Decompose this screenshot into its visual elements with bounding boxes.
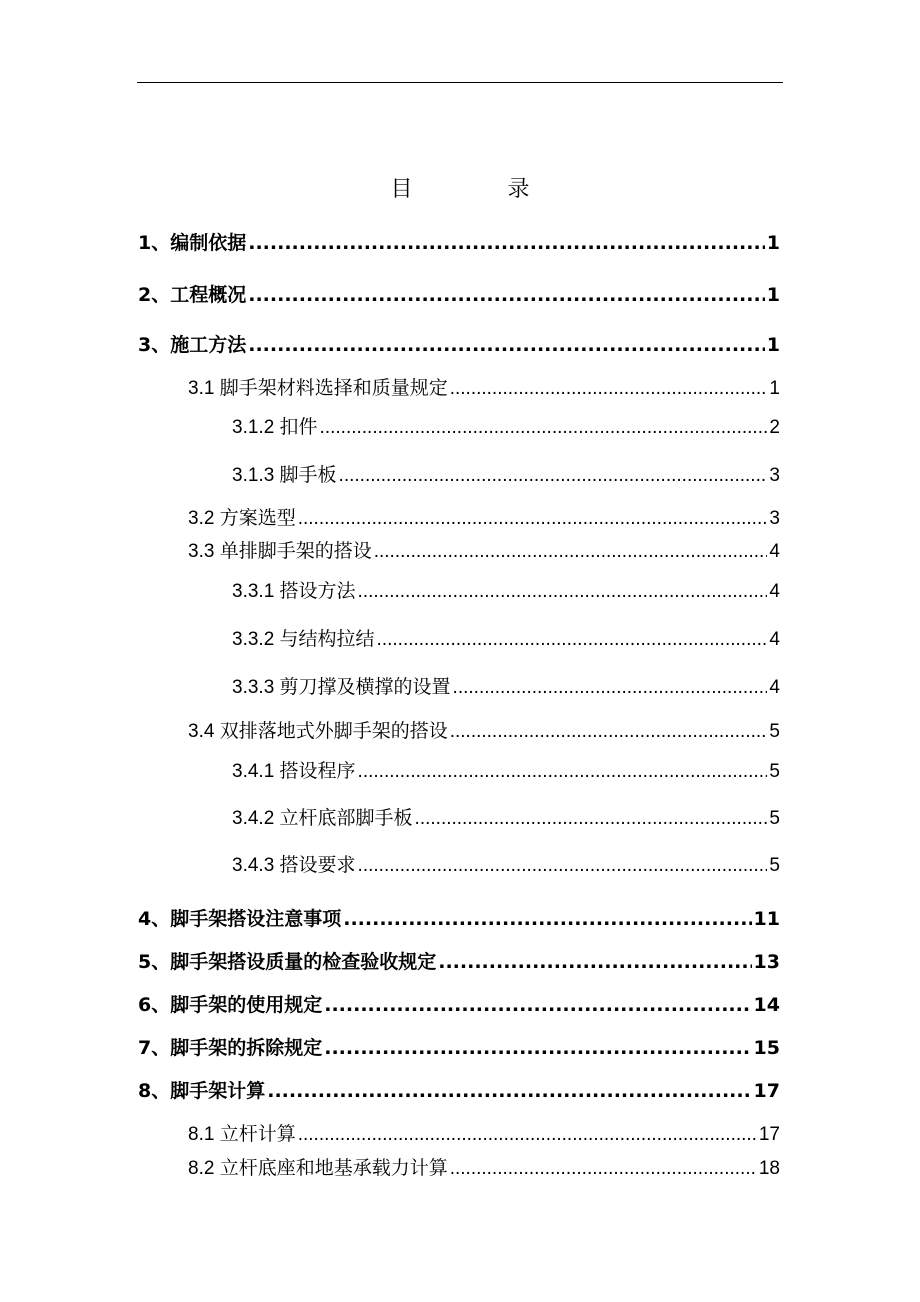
toc-entry[interactable] [232, 756, 780, 783]
dot-leader [248, 334, 765, 356]
dot-leader [358, 761, 768, 783]
dot-leader [298, 1124, 757, 1146]
toc-entry-label: 3.4.2 立杆底部脚手板 [232, 808, 413, 829]
dot-leader [358, 855, 768, 877]
dot-leader [377, 629, 768, 651]
toc-entry-label: 6、脚手架的使用规定 [138, 994, 323, 1016]
dot-leader [324, 1037, 751, 1059]
toc-entry[interactable] [188, 503, 780, 530]
toc-entry-label: 8、脚手架计算 [138, 1080, 266, 1102]
toc-entry[interactable] [232, 803, 780, 830]
toc-entry-label: 3.3.2 与结构拉结 [232, 629, 375, 650]
toc-title: 目 录 [390, 177, 574, 202]
toc-entry-label: 1、编制依据 [138, 232, 247, 254]
dot-leader [339, 465, 768, 487]
toc-entry-label: 5、脚手架搭设质量的检查验收规定 [138, 951, 437, 973]
toc-entry-page: 1 [769, 378, 780, 399]
toc-entry-label: 3.1.2 扣件 [232, 417, 318, 438]
dot-leader [358, 581, 768, 603]
toc-entry[interactable] [188, 716, 780, 743]
toc-entry-page: 2 [769, 417, 780, 438]
toc-entry-label: 3.3.3 剪刀撑及横撑的设置 [232, 677, 451, 698]
toc-entry[interactable] [232, 672, 780, 699]
toc-entry-page: 4 [769, 677, 780, 698]
toc-entry-page: 5 [769, 855, 780, 876]
toc-entry-page: 5 [769, 721, 780, 742]
header-rule [137, 82, 783, 83]
toc-entry-page: 11 [753, 908, 780, 930]
toc-entry-page: 3 [769, 508, 780, 529]
toc-entry[interactable] [138, 330, 780, 357]
dot-leader [415, 808, 768, 830]
toc-entry-page: 17 [758, 1124, 780, 1145]
dot-leader [450, 721, 768, 743]
toc-entry[interactable] [188, 1119, 780, 1146]
toc-entry-page: 1 [766, 232, 780, 254]
toc-entry[interactable] [232, 850, 780, 877]
toc-entry-label: 3.3 单排脚手架的搭设 [188, 541, 372, 562]
dot-leader [320, 417, 768, 439]
toc-entry-page: 18 [758, 1158, 780, 1179]
toc-entry-page: 1 [766, 334, 780, 356]
toc-entry[interactable] [138, 280, 780, 307]
toc-entry-page: 17 [753, 1080, 780, 1102]
toc-entry[interactable] [188, 373, 780, 400]
toc-entry[interactable] [138, 990, 780, 1017]
dot-leader [453, 677, 768, 699]
dot-leader [248, 232, 765, 254]
toc-entry-label: 3.3.1 搭设方法 [232, 581, 356, 602]
toc-entry[interactable] [188, 536, 780, 563]
toc-entry-label: 3.4.3 搭设要求 [232, 855, 356, 876]
dot-leader [248, 284, 765, 306]
toc-entry-page: 4 [769, 581, 780, 602]
dot-leader [298, 508, 768, 530]
dot-leader [450, 1158, 757, 1180]
toc-entry-page: 4 [769, 541, 780, 562]
toc-entry-page: 3 [769, 465, 780, 486]
toc-entry[interactable] [232, 576, 780, 603]
toc-entry-page: 13 [753, 951, 780, 973]
toc-entry-label: 3.4.1 搭设程序 [232, 761, 356, 782]
dot-leader [374, 541, 768, 563]
dot-leader [343, 908, 751, 930]
toc-entry[interactable] [138, 228, 780, 255]
toc-entry-label: 8.1 立杆计算 [188, 1124, 296, 1145]
toc-entry[interactable] [188, 1153, 780, 1180]
toc-entry-label: 4、脚手架搭设注意事项 [138, 908, 342, 930]
toc-entry-label: 3.1 脚手架材料选择和质量规定 [188, 378, 448, 399]
toc-entry-label: 2、工程概况 [138, 284, 247, 306]
toc-entry-label: 3.2 方案选型 [188, 508, 296, 529]
dot-leader [267, 1080, 751, 1102]
toc-entry[interactable] [232, 624, 780, 651]
toc-entry[interactable] [232, 412, 780, 439]
toc-entry-page: 1 [766, 284, 780, 306]
toc-entry-page: 15 [753, 1037, 780, 1059]
toc-entry[interactable] [232, 460, 780, 487]
toc-entry-label: 3.1.3 脚手板 [232, 465, 337, 486]
toc-entry[interactable] [138, 904, 780, 931]
toc-entry-label: 3.4 双排落地式外脚手架的搭设 [188, 721, 448, 742]
toc-entry-label: 3、施工方法 [138, 334, 247, 356]
toc-entry-label: 7、脚手架的拆除规定 [138, 1037, 323, 1059]
toc-entry-label: 8.2 立杆底座和地基承载力计算 [188, 1158, 448, 1179]
dot-leader [438, 951, 751, 973]
dot-leader [324, 994, 751, 1016]
toc-entry-page: 4 [769, 629, 780, 650]
dot-leader [450, 378, 768, 400]
toc-entry[interactable] [138, 1033, 780, 1060]
toc-entry[interactable] [138, 947, 780, 974]
toc-entry-page: 14 [753, 994, 780, 1016]
toc-entry-page: 5 [769, 808, 780, 829]
toc-entry[interactable] [138, 1076, 780, 1103]
toc-entry-page: 5 [769, 761, 780, 782]
